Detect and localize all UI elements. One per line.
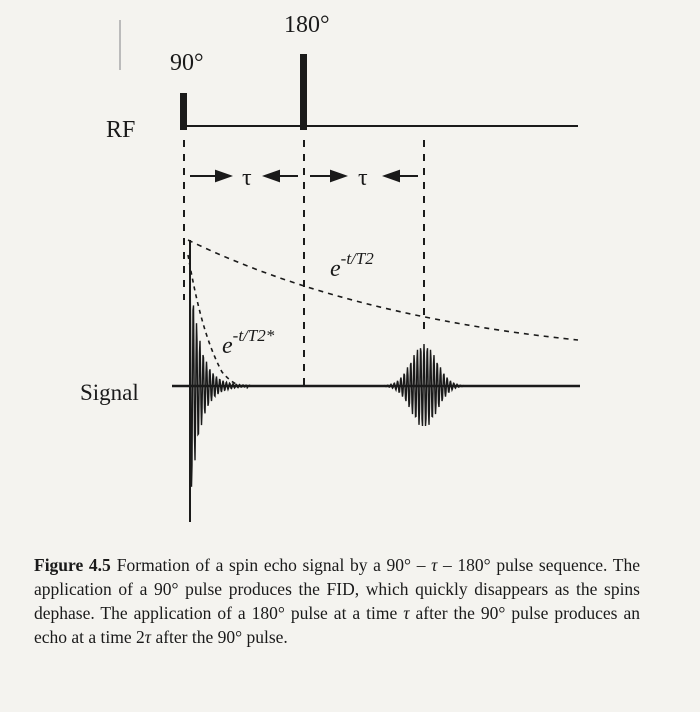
figure-caption [34,553,640,649]
label-180: 180° [284,12,330,38]
label-tau-2: τ [358,165,368,191]
caption-text-1: Formation of a spin echo signal by a 90° – [116,555,432,575]
caption-label: Figure 4.5 [34,555,111,575]
label-rf: RF [106,117,136,143]
pulse-180 [300,54,307,130]
caption-tau-b: τ [403,603,410,623]
label-tau-1: τ [242,165,252,191]
caption-tau-a: τ [431,555,438,575]
label-t2star-decay: $e^{-t/T2*}$ [222,326,275,359]
label-90: 90° [170,50,204,76]
label-signal: Signal [80,380,139,405]
caption-tau-c: τ [144,627,152,647]
caption-text-4: after the 90° pulse. [151,627,288,647]
caption-text-2: – 180° pulse sequence. The application of a 90° pulse produces the FID, which quickly disappears as the spins dephase. The application of a 180° pulse at a time [34,555,640,623]
t2-decay-curve [188,240,578,340]
label-t2-decay: $e^{-t/T2}$ [330,249,374,282]
echo-signal [380,344,470,426]
pulse-90 [180,93,187,130]
caption-text-3: after the 90° pulse produces an echo at a time 2 [34,603,640,647]
fid-signal [190,264,250,487]
